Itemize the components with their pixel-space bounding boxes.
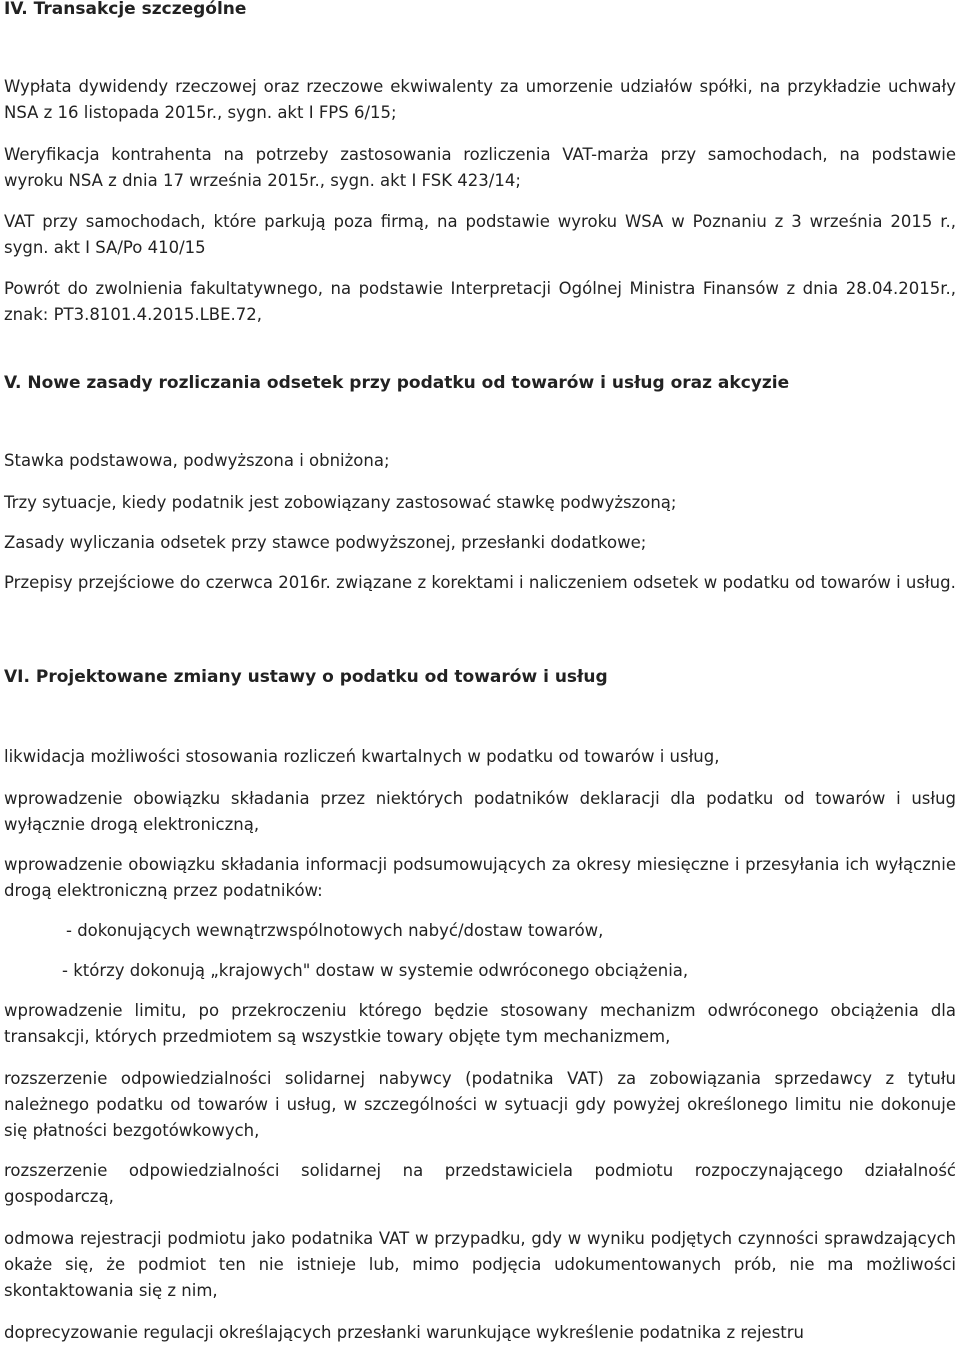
section-5-heading: V. Nowe zasady rozliczania odsetek przy podatku od towarów i usług oraz akcyzie bbox=[4, 373, 790, 393]
section-6-subitem-2: - którzy dokonują „krajowych" dostaw w systemie odwróconego obciążenia, bbox=[62, 961, 689, 980]
section-6-item-6: rozszerzenie odpowiedzialności solidarnej na przedstawiciela podmiotu rozpoczynającego działalność gospodarczą, bbox=[4, 1161, 956, 1206]
section-6-item-4: wprowadzenie limitu, po przekroczeniu którego będzie stosowany mechanizm odwróconego obciążenia dla transakcji, których przedmiotem są wszystkie towary objęte tym mechanizmem, bbox=[4, 1001, 956, 1046]
section-6-item-5: rozszerzenie odpowiedzialności solidarnej nabywcy (podatnika VAT) za zobowiązania sprzedawcy z tytułu należnego podatku od towarów i usług, w szczególności w sytuacji gdy powyżej określonego limitu nie dokonuje się płatności bezgotówkowych, bbox=[4, 1069, 956, 1140]
section-4-heading: IV. Transakcje szczególne bbox=[4, 0, 247, 19]
section-6-heading: VI. Projektowane zmiany ustawy o podatku od towarów i usług bbox=[4, 667, 608, 687]
section-6-item-8: doprecyzowanie regulacji określających przesłanki warunkujące wykreślenie podatnika z rejestru bbox=[4, 1323, 805, 1342]
section-6-item-1: likwidacja możliwości stosowania rozliczeń kwartalnych w podatku od towarów i usług, bbox=[4, 747, 720, 766]
section-5-item-2: Trzy sytuacje, kiedy podatnik jest zobowiązany zastosować stawkę podwyższoną; bbox=[4, 493, 677, 512]
section-6-item-7: odmowa rejestracji podmiotu jako podatnika VAT w przypadku, gdy w wyniku podjętych czynności sprawdzających okaże się, że podmiot ten nie istnieje lub, mimo podjęcia udokumentowanych prób, nie ma możliwości skontaktowania się z nim, bbox=[4, 1229, 956, 1300]
section-6-item-3: wprowadzenie obowiązku składania informacji podsumowujących za okresy miesięczne i przesyłania ich wyłącznie drogą elektroniczną przez podatników: bbox=[4, 855, 956, 900]
section-5-item-4: Przepisy przejściowe do czerwca 2016r. związane z korektami i naliczeniem odsetek w podatku od towarów i usług. bbox=[4, 573, 956, 592]
section-6-subitem-1: - dokonujących wewnątrzwspólnotowych nabyć/dostaw towarów, bbox=[66, 921, 604, 940]
section-4-item-1: Wypłata dywidendy rzeczowej oraz rzeczowe ekwiwalenty za umorzenie udziałów spółki, na przykładzie uchwały NSA z 16 listopada 2015r., sygn. akt I FPS 6/15; bbox=[4, 77, 956, 122]
section-4-item-3: VAT przy samochodach, które parkują poza firmą, na podstawie wyroku WSA w Poznaniu z 3 września 2015 r., sygn. akt I SA/Po 410/15 bbox=[4, 212, 956, 257]
section-6-item-2: wprowadzenie obowiązku składania przez niektórych podatników deklaracji dla podatku od towarów i usług wyłącznie drogą elektroniczną, bbox=[4, 789, 956, 834]
section-5-item-3: Zasady wyliczania odsetek przy stawce podwyższonej, przesłanki dodatkowe; bbox=[4, 533, 647, 552]
section-4-item-4: Powrót do zwolnienia fakultatywnego, na podstawie Interpretacji Ogólnej Ministra Finansów z dnia 28.04.2015r., znak: PT3.8101.4.2015.LBE.72, bbox=[4, 279, 956, 324]
section-4-item-2: Weryfikacja kontrahenta na potrzeby zastosowania rozliczenia VAT-marża przy samochodach, na podstawie wyroku NSA z dnia 17 września 2015r., sygn. akt I FSK 423/14; bbox=[4, 145, 956, 190]
section-5-item-1: Stawka podstawowa, podwyższona i obniżona; bbox=[4, 451, 390, 470]
